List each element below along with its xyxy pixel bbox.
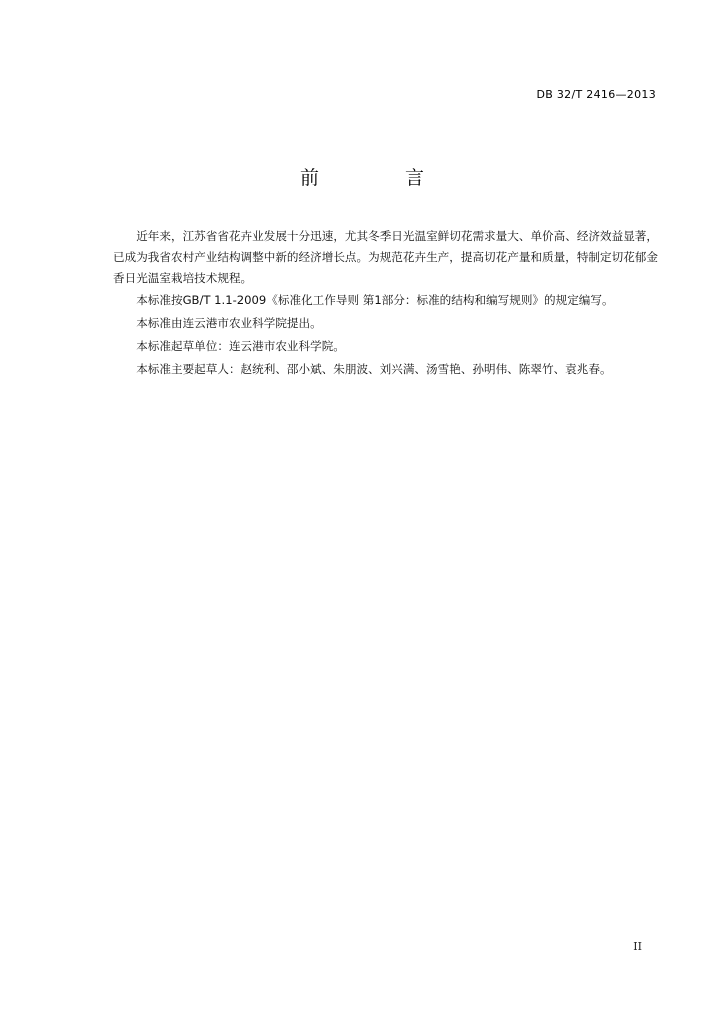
paragraph-drafting-rules: 本标准按GB/T 1.1-2009《标准化工作导则 第1部分：标准的结构和编写规则》的规定编写。 — [136, 293, 614, 307]
page-number: II — [633, 940, 642, 953]
page-title: 前 言 — [299, 167, 465, 189]
paragraph-proposer: 本标准由连云港市农业科学院提出。 — [136, 316, 322, 330]
foreword-body — [113, 226, 658, 382]
paragraph-drafting-unit: 本标准起草单位：连云港市农业科学院。 — [136, 339, 345, 353]
document-code: DB 32/T 2416—2013 — [536, 88, 656, 101]
paragraph-drafters: 本标准主要起草人：赵统利、邵小斌、朱朋波、刘兴满、汤雪艳、孙明伟、陈翠竹、袁兆春。 — [136, 362, 612, 376]
paragraph-intro: 近年来，江苏省省花卉业发展十分迅速，尤其冬季日光温室鲜切花需求量大、单价高、经济效益显著，已成为我省农村产业结构调整中新的经济增长点。为规范花卉生产，提高切花产量和质量，特制定切花郁金香日光温室栽培技术规程。 — [113, 229, 658, 285]
